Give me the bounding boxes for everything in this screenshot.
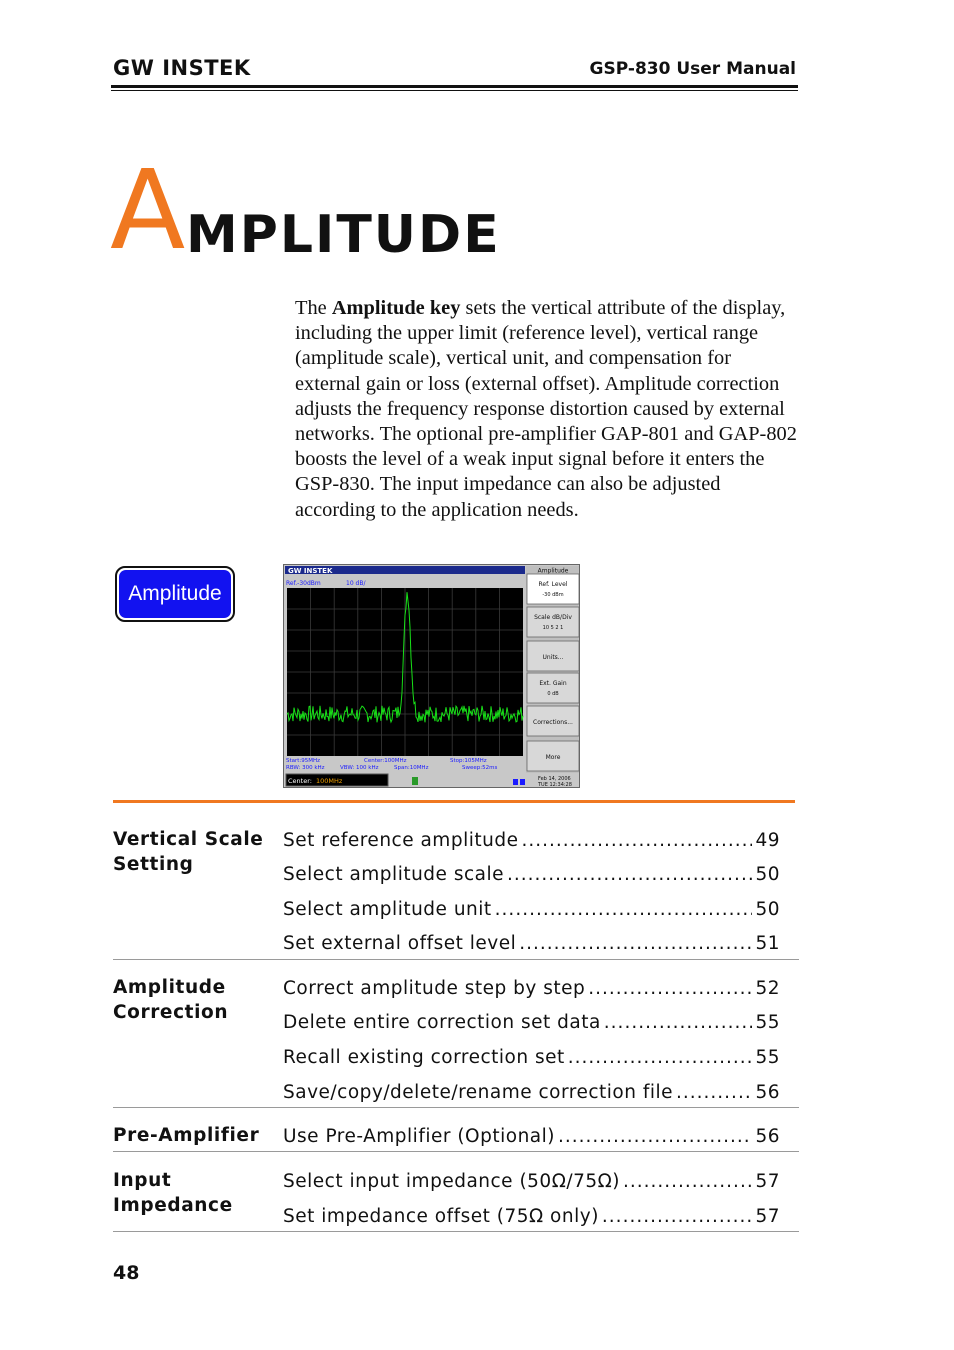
toc-leader — [495, 898, 753, 922]
toc-separator — [113, 1231, 799, 1232]
softkey-value: -30 dBm — [542, 592, 564, 598]
toc-page-number: 50 — [755, 899, 780, 920]
usb-icon — [412, 777, 418, 785]
toc-page-number: 51 — [755, 933, 780, 954]
softkey-2 — [527, 641, 579, 671]
toc-entry[interactable] — [283, 1125, 780, 1149]
toc-section-title-line: Setting — [113, 854, 194, 875]
toc-leader — [521, 829, 752, 853]
toc-section-title-line: Amplitude — [113, 977, 226, 998]
toc-leader — [588, 977, 752, 1001]
screen-center-freq: Center:100MHz — [364, 758, 407, 764]
toc-leader — [623, 1170, 752, 1194]
screen-stop: Stop:105MHz — [450, 758, 487, 764]
status-icon — [520, 779, 525, 785]
toc-entry[interactable] — [283, 1205, 780, 1229]
softkey-label: Ext. Gain — [539, 680, 567, 687]
header-rule-thin — [111, 90, 798, 91]
toc-page-number: 56 — [755, 1082, 780, 1103]
toc-section-title — [113, 827, 273, 877]
toc-page-number: 50 — [755, 864, 780, 885]
toc-entry-label: Recall existing correction set — [283, 1047, 565, 1068]
screen-start: Start:95MHz — [286, 758, 321, 764]
toc-leader — [604, 1011, 753, 1035]
toc-entry[interactable] — [283, 1011, 780, 1035]
screen-ref-level: Ref.-30dBm — [286, 580, 321, 587]
softkey-5 — [527, 741, 579, 771]
toc-section-title — [113, 1168, 273, 1218]
screen-center-label: Center: — [288, 777, 312, 785]
toc-entry[interactable] — [283, 977, 780, 1001]
softkey-4 — [527, 706, 579, 736]
toc-section-title-line: Correction — [113, 1002, 229, 1023]
softkey-label: Corrections... — [533, 719, 573, 726]
toc-entry-label: Select amplitude scale — [283, 864, 504, 885]
toc-leader — [558, 1125, 752, 1149]
toc-entry-label: Correct amplitude step by step — [283, 978, 586, 999]
intro-paragraph — [295, 296, 800, 523]
softkey-3 — [527, 673, 579, 703]
toc-entry-label: Select amplitude unit — [283, 899, 492, 920]
softkey-label: Ref. Level — [538, 581, 568, 588]
toc-section-title-line: Vertical Scale — [113, 829, 264, 850]
toc-page-number: 52 — [755, 978, 780, 999]
toc-page-number: 55 — [755, 1012, 780, 1033]
toc-section-title-line: Impedance — [113, 1195, 233, 1216]
toc-entry-label: Use Pre-Amplifier (Optional) — [283, 1126, 555, 1147]
softkey-label: Scale dB/Div — [534, 614, 572, 621]
toc-entry-label: Save/copy/delete/rename correction file — [283, 1082, 674, 1103]
screen-sweep: Sweep:52ms — [462, 765, 498, 771]
softkey-1 — [527, 607, 579, 637]
softkey-label: More — [545, 754, 561, 761]
brand-logo: GW INSTEK — [113, 56, 251, 80]
chapter-title: MPLITUDE — [186, 205, 501, 265]
toc-entry[interactable] — [283, 932, 780, 956]
spectrum-screenshot — [283, 564, 580, 788]
toc-leader — [519, 932, 752, 956]
toc-separator — [113, 1151, 799, 1152]
screen-span: Span:10MHz — [394, 765, 429, 771]
screen-brand: GW INSTEK — [288, 567, 333, 575]
intro-key-name: Amplitude key — [331, 297, 461, 319]
softkey-label: Units... — [542, 654, 564, 661]
toc-entry-label: Set reference amplitude — [283, 830, 519, 851]
page-number: 48 — [113, 1262, 140, 1284]
screen-center-value: 100MHz — [316, 777, 343, 785]
toc-entry[interactable] — [283, 1046, 780, 1070]
toc-entry[interactable] — [283, 863, 780, 887]
toc-leader — [568, 1046, 753, 1070]
softkey-value: 10 5 2 1 — [542, 625, 564, 631]
toc-entry[interactable] — [283, 829, 780, 853]
amplitude-key — [115, 566, 235, 622]
chapter-title-initial: A — [110, 146, 186, 274]
toc-entry[interactable] — [283, 1081, 780, 1105]
toc-entry-label: Delete entire correction set data — [283, 1012, 601, 1033]
softkey-value: 0 dB — [547, 691, 559, 697]
screen-rbw: RBW: 300 kHz — [286, 765, 325, 771]
screen-date: Feb 14, 2006 — [538, 776, 571, 782]
toc-separator — [113, 1107, 799, 1108]
toc-entry[interactable] — [283, 898, 780, 922]
toc-leader — [507, 863, 752, 887]
toc-entry[interactable] — [283, 1170, 780, 1194]
toc-section-title — [113, 1123, 273, 1148]
header-rule — [111, 85, 798, 88]
softkey-0 — [527, 574, 579, 604]
intro-body: sets the vertical attribute of the display, including the upper limit (reference level), vertical range (amplitude scale), vertical unit, and compensation for external gain or loss (external offset). Amplitude correction adjusts the frequency response distortion caused by external networks. The optional pre-amplifier GAP-801 and GAP-802 boosts the level of a weak input signal before it enters the GSP-830. The input impedance can also be adjusted according to the application needs. — [295, 297, 797, 521]
screen-scale: 10 dB/ — [346, 580, 366, 587]
screen-time: TUE 12:34:28 — [538, 782, 572, 788]
toc-entry-label: Set impedance offset (75Ω only) — [283, 1206, 599, 1227]
toc-section-title — [113, 975, 273, 1025]
manual-title: GSP-830 User Manual — [589, 59, 796, 79]
toc-leader — [676, 1081, 752, 1105]
toc-entry-label: Set external offset level — [283, 933, 517, 954]
toc-leader — [602, 1205, 753, 1229]
spectrum-screen-svg — [284, 565, 580, 788]
toc-page-number: 57 — [755, 1206, 780, 1227]
toc-separator — [113, 959, 799, 960]
toc-page-number: 57 — [755, 1171, 780, 1192]
status-icon — [513, 779, 518, 785]
toc-section-title-line: Input — [113, 1170, 172, 1191]
toc-entry-label: Select input impedance (50Ω/75Ω) — [283, 1171, 620, 1192]
screen-vbw: VBW: 100 kHz — [340, 765, 379, 771]
toc-page-number: 55 — [755, 1047, 780, 1068]
section-divider — [113, 800, 795, 803]
intro-pre: The — [295, 297, 332, 319]
menu-title: Amplitude — [537, 567, 569, 575]
toc-page-number: 49 — [755, 830, 780, 851]
toc-page-number: 56 — [755, 1126, 780, 1147]
toc-section-title-line: Pre-Amplifier — [113, 1125, 260, 1146]
amplitude-key-label: Amplitude — [119, 570, 231, 618]
